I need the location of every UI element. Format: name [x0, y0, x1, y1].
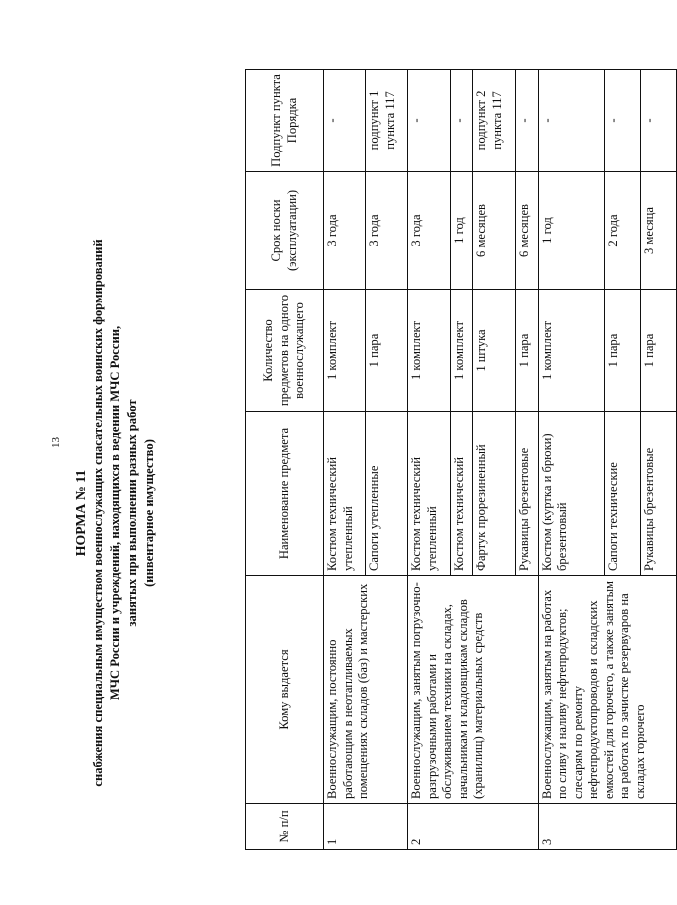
wear-term-cell: 2 года — [604, 172, 640, 290]
header-item-name: Наименование предмета — [246, 412, 324, 576]
table-row — [324, 70, 366, 850]
header-recipient: Кому выдается — [246, 576, 324, 804]
header-reference: Подпункт пункта Порядка — [246, 70, 324, 172]
row-number: 1 — [324, 804, 408, 850]
quantity-cell: 1 пара — [366, 290, 408, 412]
wear-term-cell: 1 год — [538, 172, 604, 290]
heading-line-3: занятых при выполнении разных работ — [125, 399, 139, 627]
wear-term-cell: 1 год — [450, 172, 473, 290]
wear-term-cell: 3 года — [366, 172, 408, 290]
reference-cell: - — [515, 70, 538, 172]
item-name-cell: Сапоги утепленные — [366, 412, 408, 576]
quantity-cell: 1 комплект — [450, 290, 473, 412]
norm-table — [245, 69, 677, 850]
quantity-cell: 1 комплект — [408, 290, 450, 412]
wear-term-cell: 6 месяцев — [473, 172, 515, 290]
heading-line-4: (инвентарное имущество) — [142, 439, 156, 587]
page-number: 13 — [50, 437, 62, 448]
reference-cell: - — [324, 70, 366, 172]
reference-cell: - — [604, 70, 640, 172]
reference-cell: - — [640, 70, 676, 172]
item-name-cell: Рукавицы брезентовые — [640, 412, 676, 576]
table-row — [538, 70, 604, 850]
recipient-cell: Военнослужащим, занятым на работах по сливу и наливу нефтепродуктов; слесарям по ремонту нефтепродуктопроводов и складских емкостей для горючего, а также занятым на работах по зачистке резервуаров на складах горючего — [538, 576, 676, 804]
item-name-cell: Сапоги технические — [604, 412, 640, 576]
quantity-cell: 1 штука — [473, 290, 515, 412]
table-header-row — [246, 70, 324, 850]
reference-cell: - — [408, 70, 450, 172]
item-name-cell: Костюм технический утепленный — [324, 412, 366, 576]
norm-title: НОРМА № 11 — [73, 469, 88, 557]
wear-term-cell: 3 года — [324, 172, 366, 290]
quantity-cell: 1 комплект — [324, 290, 366, 412]
reference-cell: - — [450, 70, 473, 172]
row-number: 3 — [538, 804, 676, 850]
wear-term-cell: 3 года — [408, 172, 450, 290]
quantity-cell: 1 пара — [640, 290, 676, 412]
header-number: № п/п — [246, 804, 324, 850]
quantity-cell: 1 пара — [515, 290, 538, 412]
header-wear-term: Срок носки (эксплуатации) — [246, 172, 324, 290]
wear-term-cell: 3 месяца — [640, 172, 676, 290]
reference-cell: подпункт 1 пункта 117 — [366, 70, 408, 172]
item-name-cell: Рукавицы брезентовые — [515, 412, 538, 576]
wear-term-cell: 6 месяцев — [515, 172, 538, 290]
recipient-cell: Военнослужащим, занятым погрузочно-разгрузочными работами и обслуживанием техники на складах, начальникам и кладовщикам складов (хранилищ) материальных средств — [408, 576, 538, 804]
item-name-cell: Костюм (куртка и брюки) брезентовый — [538, 412, 604, 576]
document-heading — [72, 208, 158, 818]
quantity-cell: 1 пара — [604, 290, 640, 412]
reference-cell: - — [538, 70, 604, 172]
norm-table-container — [245, 70, 677, 850]
row-number: 2 — [408, 804, 538, 850]
table-row — [408, 70, 450, 850]
reference-cell: подпункт 2 пункта 117 — [473, 70, 515, 172]
heading-line-2: МЧС России и учреждений, находящихся в ведении МЧС России, — [108, 325, 122, 701]
item-name-cell: Костюм технический — [450, 412, 473, 576]
recipient-cell: Военнослужащим, постоянно работающим в неотапливаемых помещениях складов (баз) и мастерских — [324, 576, 408, 804]
heading-line-1: снабжения специальным имуществом военнослужащих спасательных воинских формирований — [91, 239, 105, 787]
quantity-cell: 1 комплект — [538, 290, 604, 412]
item-name-cell: Фартук прорезиненный — [473, 412, 515, 576]
item-name-cell: Костюм технический утепленный — [408, 412, 450, 576]
header-quantity: Количество предметов на одного военнослужащего — [246, 290, 324, 412]
